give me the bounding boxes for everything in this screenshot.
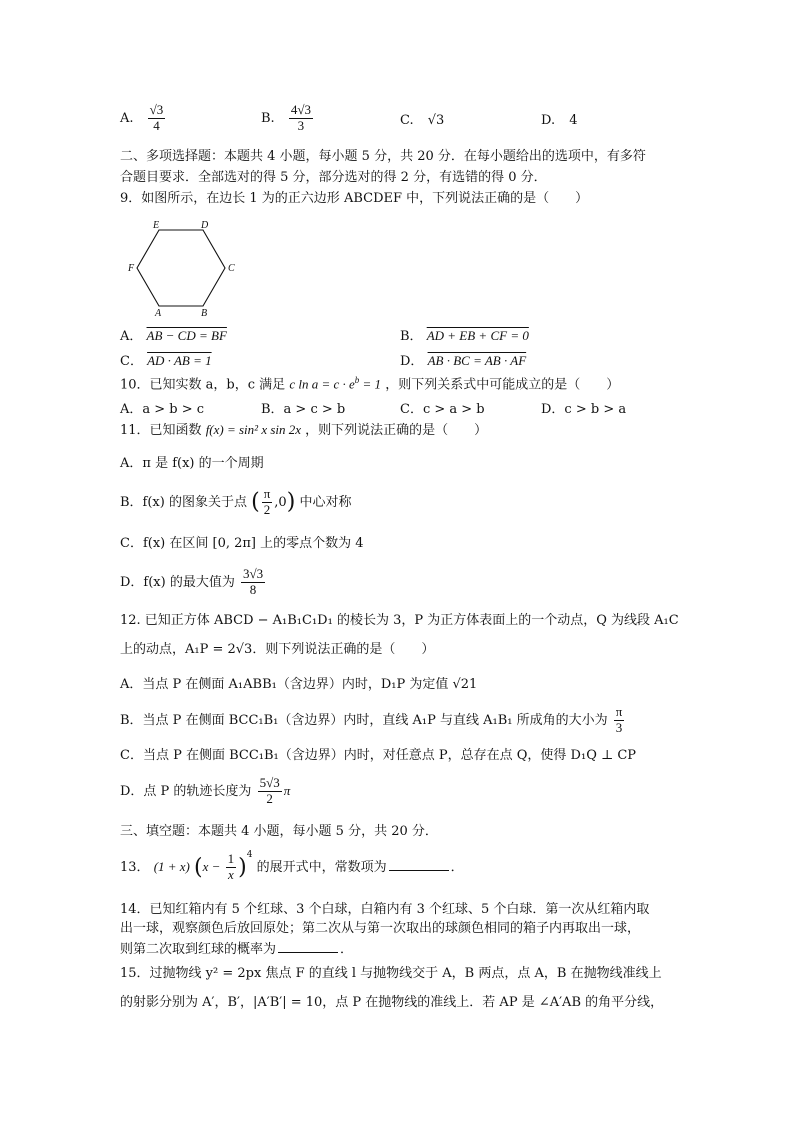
q8-option-b bbox=[261, 103, 315, 134]
option-text: D．f(x) 的最大值为 bbox=[120, 574, 235, 590]
q9-option-d bbox=[400, 350, 526, 369]
section2-line2: 合题目要求．全部选对的得 5 分，部分选对的得 2 分，有选错的得 0 分． bbox=[120, 170, 547, 185]
denominator: 3 bbox=[615, 719, 623, 735]
option-label: D． bbox=[400, 354, 424, 369]
stem-text: 10．已知实数 a，b，c 满足 bbox=[120, 377, 286, 393]
exponent: 4 bbox=[246, 850, 253, 860]
vertex-label-d: D bbox=[201, 220, 209, 231]
denominator: 2 bbox=[266, 790, 273, 806]
q12-line2: 上的动点，A₁P = 2√3．则下列说法正确的是（ ） bbox=[120, 642, 435, 657]
expr-term: x − bbox=[202, 859, 224, 874]
option-text: B．f(x) 的图象关于点 bbox=[120, 494, 247, 510]
q11-option-a: A．π 是 f(x) 的一个周期 bbox=[120, 456, 264, 471]
q9-option-c bbox=[120, 350, 212, 369]
q12-option-a: A．当点 P 在侧面 A₁ABB₁（含边界）内时，D₁P 为定值 √21 bbox=[120, 677, 478, 692]
fraction bbox=[289, 103, 313, 134]
denominator: 8 bbox=[249, 581, 257, 597]
numerator: 5√3 bbox=[259, 775, 280, 790]
fraction bbox=[148, 103, 166, 134]
expr-factor: (1 + x) bbox=[153, 859, 190, 874]
denominator: 3 bbox=[297, 117, 305, 133]
q13-text: 的展开式中，常数项为 bbox=[256, 860, 387, 875]
q13-end: ． bbox=[450, 860, 464, 875]
answer-blank[interactable] bbox=[278, 952, 338, 953]
section2-line1: 二、多项选择题：本题共 4 小题，每小题 5 分，共 20 分．在每小题给出的选项中，有多符 bbox=[120, 149, 646, 164]
section3-header: 三、填空题：本题共 4 小题，每小题 5 分，共 20 分． bbox=[120, 824, 438, 839]
numerator: 3√3 bbox=[242, 566, 264, 581]
stem-text-tail: ，则下列关系式中可能成立的是（ ） bbox=[385, 377, 620, 393]
vertex-label-c: C bbox=[228, 263, 235, 274]
numerator: 1 bbox=[227, 851, 235, 867]
option-label: D. bbox=[541, 113, 556, 128]
stem-expression: f(x) = sin² x sin 2x bbox=[205, 422, 302, 437]
paren-left: ( bbox=[194, 854, 203, 880]
hexagon-shape bbox=[137, 230, 225, 306]
fraction bbox=[262, 487, 273, 518]
q15-line2: 的射影分别为 A′，B′，|A′B′| = 10，点 P 在抛物线的准线上．若 AP 是 ∠A′AB 的角平分线， bbox=[120, 995, 664, 1010]
q8-option-a bbox=[120, 103, 167, 134]
q9-stem: 9．如图所示，在边长 1 为的正六边形 ABCDEF 中，下列说法正确的是（ ） bbox=[120, 191, 589, 206]
numerator: 4√3 bbox=[290, 102, 311, 117]
option-label: C. bbox=[400, 113, 414, 128]
option-text: B．当点 P 在侧面 BCC₁B₁（含边界）内时，直线 A₁P 与直线 A₁B₁ 所成角的大小为 bbox=[120, 712, 608, 728]
stem-text-tail: ，则下列说法正确的是（ ） bbox=[305, 423, 488, 438]
vertex-label-b: B bbox=[201, 308, 208, 318]
paren-left: ( bbox=[251, 489, 260, 515]
vector-expression: AB · BC = AB · AF bbox=[427, 353, 527, 368]
q9-option-a bbox=[120, 325, 227, 344]
option-text: D．点 P 的轨迹长度为 bbox=[120, 783, 252, 799]
vector-expression: AD · AB = 1 bbox=[147, 353, 212, 368]
stem-expression: c ln a = c · e bbox=[289, 376, 355, 392]
paren-right: ) bbox=[286, 489, 296, 515]
q12-option-c: C．当点 P 在侧面 BCC₁B₁（含边界）内时，对任意点 P，总存在点 Q，使得 D₁Q ⊥ CP bbox=[120, 748, 637, 763]
fraction bbox=[241, 567, 265, 598]
q10-option-b: B．a > c > b bbox=[261, 402, 346, 417]
option-label: B. bbox=[261, 110, 275, 126]
point-y: ,0 bbox=[274, 494, 287, 510]
q15-line1: 15．过抛物线 y² = 2px 焦点 F 的直线 l 与抛物线交于 A，B 两点，点 A，B 在抛物线准线上 bbox=[120, 966, 662, 981]
option-label: B． bbox=[400, 329, 423, 344]
q14-line3 bbox=[120, 942, 353, 958]
fraction bbox=[258, 776, 282, 807]
vector-expression: AB − CD = BF bbox=[146, 328, 227, 343]
q10-option-a: A．a > b > c bbox=[120, 402, 205, 417]
q11-stem bbox=[120, 422, 487, 439]
stem-exponent: b bbox=[354, 375, 360, 385]
denominator: 4 bbox=[153, 117, 160, 133]
q10-stem bbox=[120, 375, 619, 394]
q13-number: 13． bbox=[120, 860, 150, 875]
paren-right: ) bbox=[238, 854, 247, 880]
q10-option-d: D．c > b > a bbox=[541, 402, 627, 417]
option-value: 4 bbox=[569, 113, 578, 128]
denominator: x bbox=[228, 867, 234, 882]
answer-blank[interactable] bbox=[389, 870, 449, 871]
numerator: π bbox=[615, 704, 623, 719]
pi-symbol: π bbox=[283, 782, 291, 798]
q12-option-d bbox=[120, 776, 290, 807]
q8-option-d bbox=[541, 113, 578, 128]
q14-text: 则第二次取到红球的概率为 bbox=[120, 942, 277, 957]
option-text-tail: 中心对称 bbox=[299, 494, 352, 510]
option-label: A． bbox=[120, 329, 143, 344]
hexagon-figure bbox=[125, 218, 245, 318]
q9-option-b bbox=[400, 325, 529, 344]
stem-text: 11．已知函数 bbox=[120, 423, 202, 438]
option-label: C． bbox=[120, 354, 143, 369]
fraction bbox=[614, 705, 625, 736]
q11-option-d bbox=[120, 567, 267, 598]
stem-equals: = 1 bbox=[359, 376, 382, 392]
q8-option-c bbox=[400, 113, 444, 128]
vertex-label-e: E bbox=[153, 220, 160, 231]
vertex-label-f: F bbox=[128, 263, 135, 274]
q14-line1: 14．已知红箱内有 5 个红球、3 个白球，白箱内有 3 个红球、5 个白球．第一次从红箱内取 bbox=[120, 902, 650, 917]
numerator: π bbox=[263, 486, 271, 501]
q13-line bbox=[120, 850, 464, 883]
q12-option-b bbox=[120, 705, 626, 736]
numerator: √3 bbox=[149, 102, 164, 117]
vertex-label-a: A bbox=[155, 308, 162, 318]
vector-expression: AD + EB + CF = 0 bbox=[426, 328, 529, 343]
q12-line1: 12. 已知正方体 ABCD − A₁B₁C₁D₁ 的棱长为 3，P 为正方体表面上的一个动点，Q 为线段 A₁C bbox=[120, 613, 679, 628]
denominator: 2 bbox=[263, 501, 271, 517]
q14-line2: 出一球，观察颜色后放回原处；第二次从与第一次取出的球颜色相同的箱子内再取出一球， bbox=[120, 921, 641, 936]
fraction bbox=[226, 852, 237, 883]
q11-option-b bbox=[120, 487, 351, 518]
q14-end: ． bbox=[340, 942, 354, 957]
option-value: √3 bbox=[427, 113, 445, 128]
q10-option-c: C．c > a > b bbox=[400, 402, 485, 417]
q11-option-c: C．f(x) 在区间 [0, 2π] 上的零点个数为 4 bbox=[120, 536, 364, 551]
option-label: A. bbox=[120, 110, 134, 126]
